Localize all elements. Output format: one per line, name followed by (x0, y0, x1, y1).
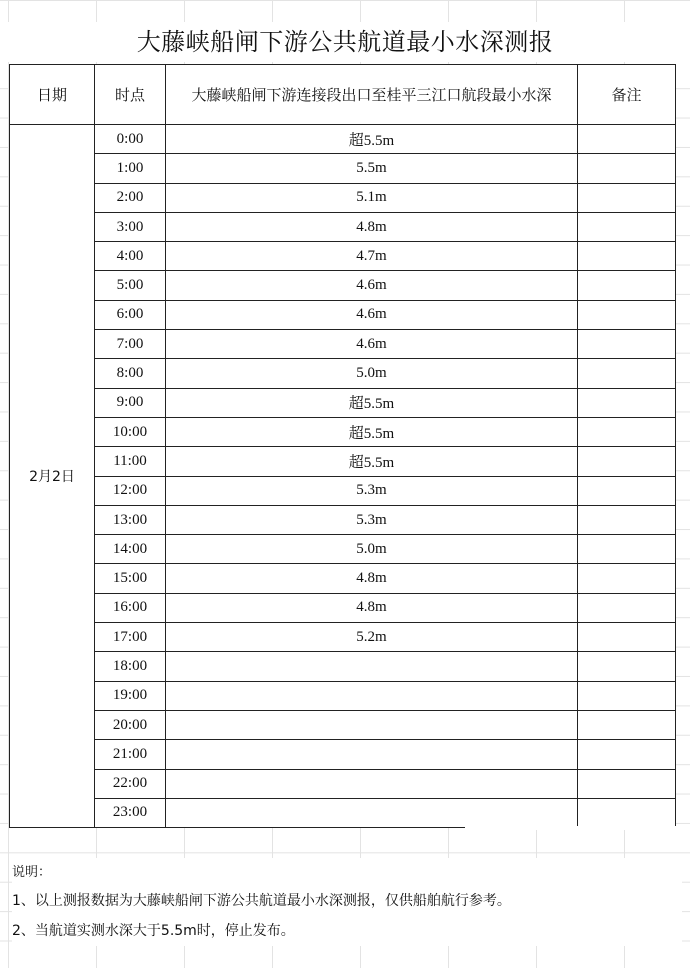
depth-cell: 超5.5m (166, 447, 578, 476)
remark-cell (578, 593, 676, 622)
depth-cell (166, 798, 578, 827)
table-row (10, 798, 676, 827)
depth-cell: 5.0m (166, 535, 578, 564)
depth-cell (166, 681, 578, 710)
table-row (10, 710, 676, 739)
header-date: 日期 (10, 65, 95, 125)
table-row (10, 388, 676, 417)
remark-cell (578, 476, 676, 505)
depth-cell (166, 710, 578, 739)
table-row (10, 652, 676, 681)
table-header-row (10, 65, 676, 125)
table-row (10, 125, 676, 154)
depth-cell: 4.7m (166, 242, 578, 271)
depth-cell: 4.6m (166, 271, 578, 300)
time-cell: 12:00 (95, 476, 166, 505)
remark-cell (578, 417, 676, 446)
depth-cell: 4.8m (166, 212, 578, 241)
remark-cell (578, 212, 676, 241)
depth-cell: 4.6m (166, 300, 578, 329)
remark-cell (578, 710, 676, 739)
time-cell: 19:00 (95, 681, 166, 710)
depth-cell: 5.0m (166, 359, 578, 388)
remark-cell (578, 330, 676, 359)
table-row (10, 271, 676, 300)
table-row (10, 212, 676, 241)
time-cell: 23:00 (95, 798, 166, 827)
table-row (10, 740, 676, 769)
note-item-2: 2、当航道实测水深大于5.5m时，停止发布。 (12, 922, 295, 939)
remark-cell (578, 769, 676, 798)
time-cell: 0:00 (95, 125, 166, 154)
table-row (10, 593, 676, 622)
remark-cell (578, 242, 676, 271)
depth-cell (166, 652, 578, 681)
table-row (10, 769, 676, 798)
header-depth: 大藤峡船闸下游连接段出口至桂平三江口航段最小水深 (166, 65, 578, 125)
table-row (10, 447, 676, 476)
table-row (10, 300, 676, 329)
remark-cell (578, 447, 676, 476)
notes-title: 说明： (12, 865, 52, 880)
table-body (10, 125, 676, 828)
remark-cell (578, 505, 676, 534)
depth-cell: 超5.5m (166, 417, 578, 446)
border-fade (465, 826, 685, 830)
time-cell: 4:00 (95, 242, 166, 271)
time-cell: 6:00 (95, 300, 166, 329)
remark-cell (578, 388, 676, 417)
time-cell: 10:00 (95, 417, 166, 446)
remark-cell (578, 271, 676, 300)
depth-cell: 5.3m (166, 476, 578, 505)
table-row (10, 417, 676, 446)
remark-cell (578, 125, 676, 154)
time-cell: 7:00 (95, 330, 166, 359)
table-row (10, 681, 676, 710)
remark-cell (578, 564, 676, 593)
remark-cell (578, 681, 676, 710)
table-row (10, 623, 676, 652)
time-cell: 22:00 (95, 769, 166, 798)
report-title: 大藤峡船闸下游公共航道最小水深测报 (0, 22, 690, 62)
remark-cell (578, 623, 676, 652)
time-cell: 13:00 (95, 505, 166, 534)
remark-cell (578, 359, 676, 388)
time-cell: 2:00 (95, 183, 166, 212)
depth-cell (166, 740, 578, 769)
depth-cell: 超5.5m (166, 125, 578, 154)
time-cell: 18:00 (95, 652, 166, 681)
header-time: 时点 (95, 65, 166, 125)
depth-cell: 5.5m (166, 154, 578, 183)
depth-cell: 4.8m (166, 593, 578, 622)
depth-cell: 4.6m (166, 330, 578, 359)
note-item-1: 1、以上测报数据为大藤峡船闸下游公共航道最小水深测报，仅供船舶航行参考。 (12, 893, 511, 910)
depth-report-table (9, 64, 676, 828)
table-row (10, 535, 676, 564)
remark-cell (578, 652, 676, 681)
time-cell: 3:00 (95, 212, 166, 241)
time-cell: 14:00 (95, 535, 166, 564)
time-cell: 11:00 (95, 447, 166, 476)
table-row (10, 564, 676, 593)
depth-cell: 5.3m (166, 505, 578, 534)
time-cell: 17:00 (95, 623, 166, 652)
time-cell: 20:00 (95, 710, 166, 739)
remark-cell (578, 798, 676, 827)
remark-cell (578, 300, 676, 329)
date-cell: 2月2日 (10, 125, 95, 828)
remark-cell (578, 740, 676, 769)
depth-cell: 超5.5m (166, 388, 578, 417)
table-row (10, 476, 676, 505)
remark-cell (578, 154, 676, 183)
time-cell: 15:00 (95, 564, 166, 593)
depth-cell (166, 769, 578, 798)
table-row (10, 330, 676, 359)
time-cell: 21:00 (95, 740, 166, 769)
remark-cell (578, 535, 676, 564)
header-remark: 备注 (578, 65, 676, 125)
time-cell: 1:00 (95, 154, 166, 183)
time-cell: 9:00 (95, 388, 166, 417)
remark-cell (578, 183, 676, 212)
table-row (10, 183, 676, 212)
time-cell: 5:00 (95, 271, 166, 300)
depth-cell: 5.1m (166, 183, 578, 212)
table-row (10, 154, 676, 183)
time-cell: 16:00 (95, 593, 166, 622)
depth-cell: 5.2m (166, 623, 578, 652)
table-row (10, 505, 676, 534)
depth-cell: 4.8m (166, 564, 578, 593)
time-cell: 8:00 (95, 359, 166, 388)
table-row (10, 242, 676, 271)
notes-section (12, 858, 682, 946)
table-row (10, 359, 676, 388)
